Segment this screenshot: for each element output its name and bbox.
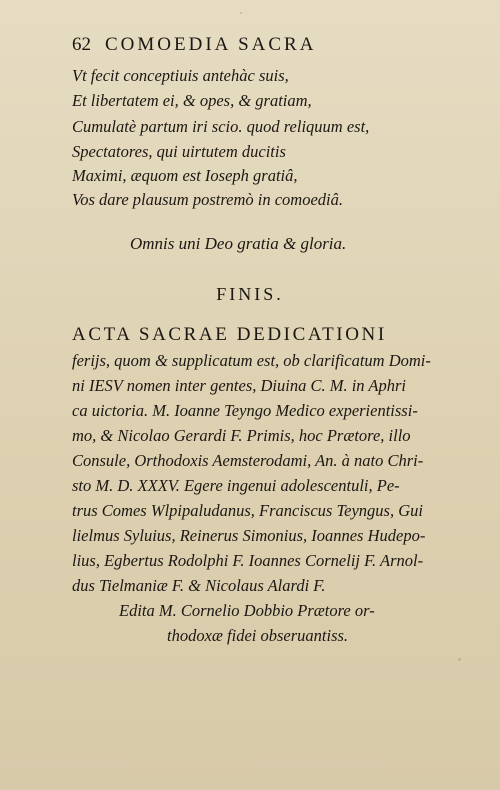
acta-line: Consule, Orthodoxis Aemsterodami, An. à nato Chri- bbox=[72, 451, 424, 470]
acta-line: lius, Egbertus Rodolphi F. Ioannes Cornelij F. Arnol- bbox=[72, 551, 424, 570]
acta-line: dus Tielmaniæ F. & Nicolaus Alardi F. bbox=[72, 576, 326, 595]
verse-line: Spectatores, qui uirtutem ducitis bbox=[72, 142, 286, 161]
acta-heading: ACTA SACRAE DEDICATIONI bbox=[72, 324, 387, 345]
acta-line: lielmus Syluius, Reinerus Simonius, Ioannes Hudepo- bbox=[72, 526, 426, 545]
acta-line: mo, & Nicolao Gerardi F. Primis, hoc Prætore, illo bbox=[72, 426, 411, 445]
edita-line: thodoxæ fidei obseruantiss. bbox=[167, 626, 349, 645]
acta-line: ferijs, quom & supplicatum est, ob clarificatum Domi- bbox=[72, 351, 431, 370]
doxology: Omnis uni Deo gratia & gloria. bbox=[130, 234, 347, 253]
running-header bbox=[72, 34, 316, 56]
verse-line: Maximi, æquom est Ioseph gratiâ, bbox=[72, 166, 298, 185]
verse-line: Vos dare plausum postremò in comoediâ. bbox=[72, 190, 344, 209]
paper-speck bbox=[458, 658, 461, 661]
acta-line: trus Comes Wlpipaludanus, Franciscus Teyngus, Gui bbox=[72, 501, 423, 520]
verse-line: Et libertatem ei, & opes, & gratiam, bbox=[72, 91, 312, 110]
finis: FINIS. bbox=[216, 284, 284, 304]
acta-line: ni IESV nomen inter gentes, Diuina C. M. in Aphri bbox=[72, 376, 406, 395]
acta-line: ca uictoria. M. Ioanne Teyngo Medico experientissi- bbox=[72, 401, 418, 420]
running-title: COMOEDIA SACRA bbox=[105, 34, 317, 55]
edita-line: Edita M. Cornelio Dobbio Prætore or- bbox=[119, 601, 375, 620]
verse-line: Cumulatè partum iri scio. quod reliquum est, bbox=[72, 117, 370, 136]
acta-line: sto M. D. XXXV. Egere ingenui adolescentuli, Pe- bbox=[72, 476, 400, 495]
verse-line: Vt fecit conceptiuis antehàc suis, bbox=[72, 66, 289, 85]
page-number: 62 bbox=[72, 34, 91, 55]
paper-speck bbox=[240, 12, 242, 14]
